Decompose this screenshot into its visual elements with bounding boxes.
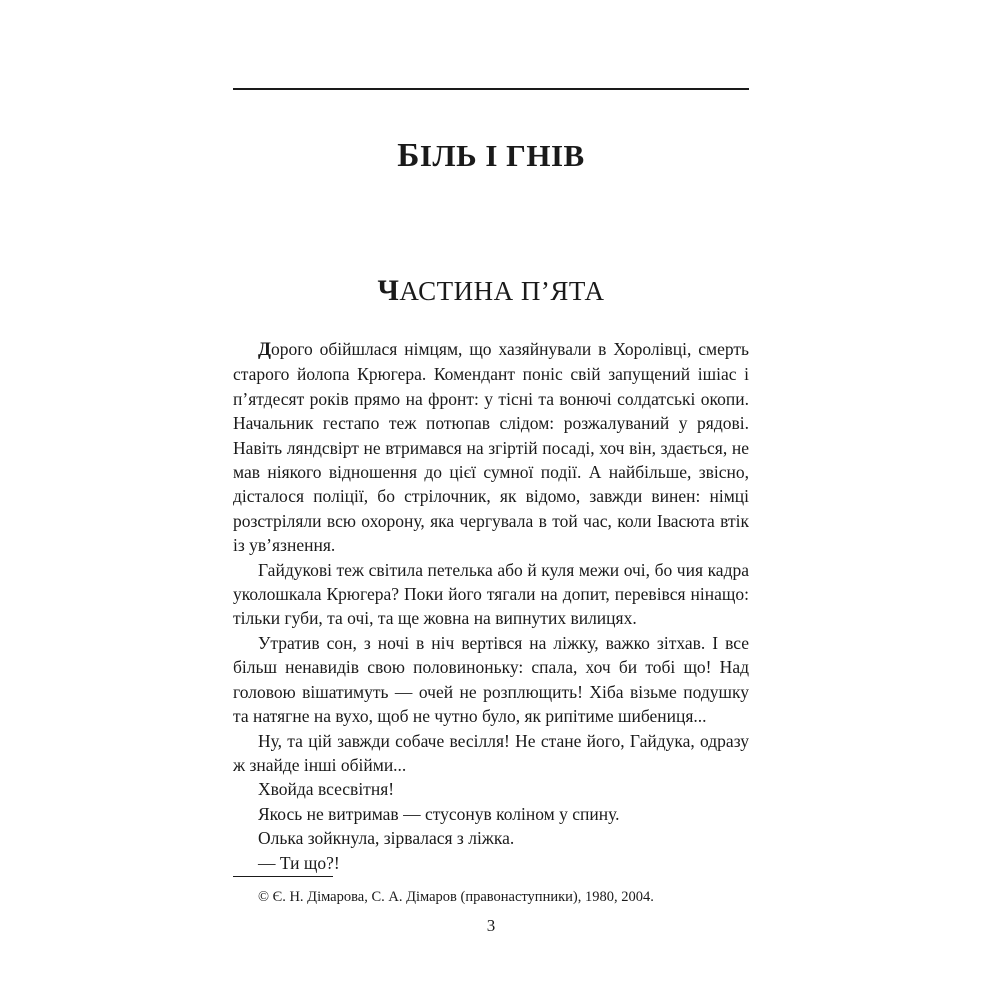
part-title-initial: Ч (377, 275, 400, 307)
paragraph-5: Хвойда всесвітня! (258, 779, 395, 800)
book-title-initial: Б (397, 137, 420, 174)
paragraph-7: Олька зойкнула, зірвалася з ліжка. (258, 828, 515, 849)
paragraph-2: Гайдукові теж світила петелька або й куля межи очі, бо чия кадра уколошкала Крюгера? Поки його тягали на допит, перевівся нінащо: тільки губи, та очі, та ще жовна на випнутих вилицях. (233, 559, 749, 629)
paragraph-4: Ну, та цій завжди собаче весілля! Не стане його, Гайдука, одразу ж знайде інші обійми... (233, 730, 749, 775)
footnote-rule (233, 876, 333, 877)
paragraph-1 (233, 337, 749, 558)
paragraph-text: орого обійшлася німцям, що хазяйнували в Хоролівці, смерть старого йолопа Крюгера. Комендант поніс свій запущений ішіас і п’ятдесят років прямо на фронт: у тісні та вонючі солдатські окопи. Начальник гестапо теж потюпав слідом: розжалуваний у рядові. Навіть ляндсвірт не втримався на згіртій посаді, хоч він, здається, не мав ніякого відношення до цієї сумної події. А найбільше, звісно, дісталося поліції, бо стрілочник, як відомо, завжди винен: німці розстріляли всю охорону, яка чергувала в той час, коли Івасюта втік із ув’язнення. (233, 339, 749, 556)
part-title-rest: АСТИНА П’ЯТА (399, 276, 605, 306)
part-title (233, 273, 749, 309)
paragraph-drop-initial: Д (258, 339, 271, 360)
book-title-rest: ІЛЬ І ГНІВ (419, 138, 585, 173)
book-title (233, 136, 749, 176)
paragraph-6: Якось не витримав — стусонув коліном у спину. (258, 803, 620, 824)
copyright-footnote: © Є. Н. Дімарова, С. А. Дімаров (правонаступники), 1980, 2004. (258, 889, 654, 905)
paragraph-3: Утратив сон, з ночі в ніч вертівся на ліжку, важко зітхав. І все більш ненавидів свою половиноньку: спала, хоч би тобі що! Над головою вішатимуть — очей не розплющить! Хіба візьме подушку та натягне на вухо, щоб не чутно було, як рипітиме шибениця... (233, 632, 749, 727)
body-text (233, 337, 749, 875)
paragraph-8: — Ти що?! (258, 852, 340, 873)
page-number: 3 (486, 916, 496, 935)
top-rule (233, 88, 749, 90)
